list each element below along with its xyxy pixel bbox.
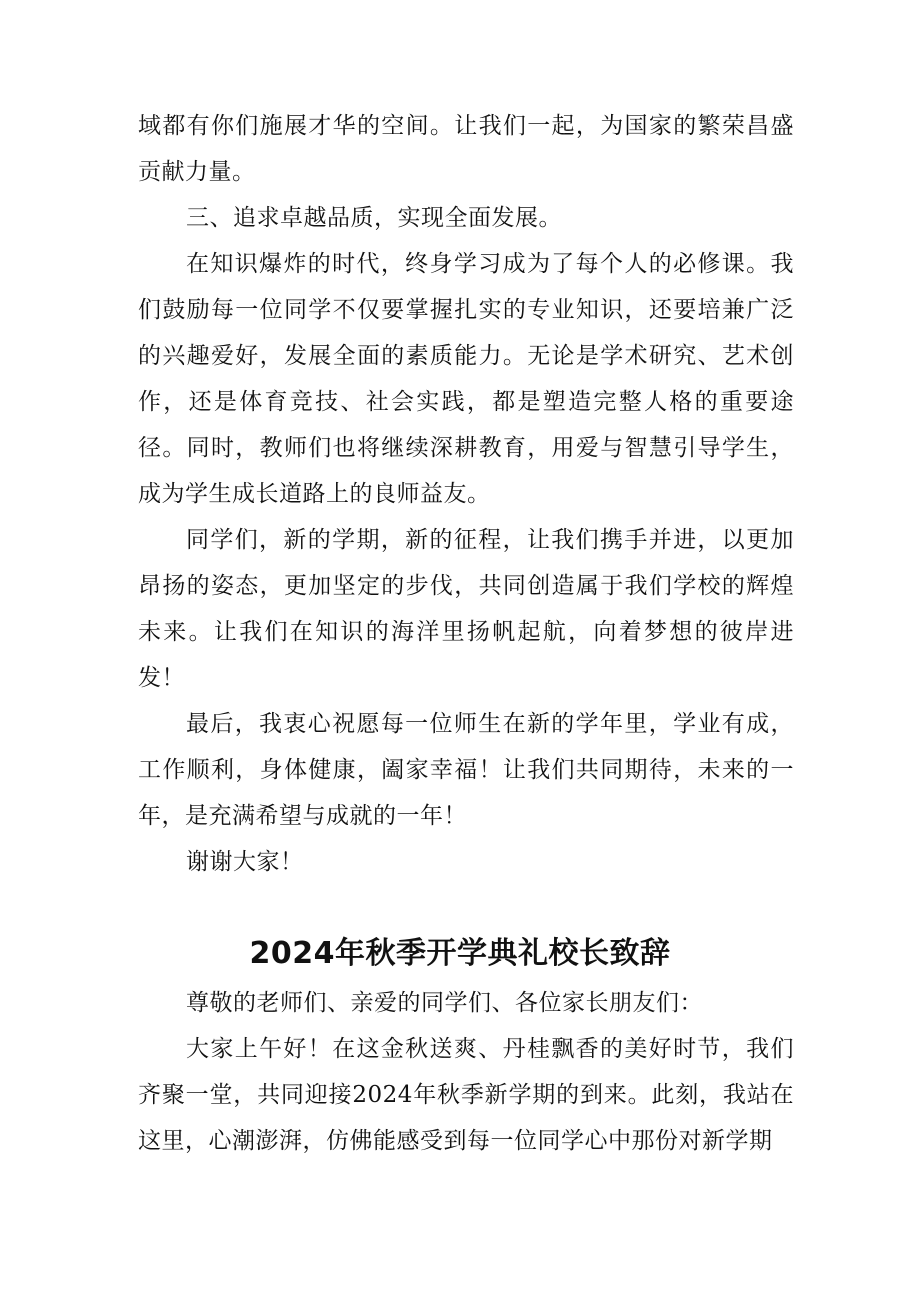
thanks-line: 谢谢大家！ (186, 849, 304, 875)
section-heading: 三、追求卓越品质，实现全面发展。 (186, 205, 562, 231)
opening-paragraph: 大家上午好！在这金秋送爽、丹桂飘香的美好时节，我们齐聚一堂，共同迎接2024年秋季新学期的到来。此刻，我站在这里，心潮澎湃，仿佛能感受到每一位同学心中那份对新学期 (138, 1036, 794, 1154)
wishes-paragraph: 最后，我衷心祝愿每一位师生在新的学年里，学业有成，工作顺利，身体健康，阖家幸福！让我们共同期待，未来的一年，是充满希望与成就的一年！ (138, 711, 794, 829)
journey-paragraph: 同学们，新的学期，新的征程，让我们携手并进，以更加昂扬的姿态，更加坚定的步伐，共同创造属于我们学校的辉煌未来。让我们在知识的海洋里扬帆起航，向着梦想的彼岸进发！ (138, 527, 794, 691)
previous-speech-section (138, 103, 794, 885)
new-speech-section (138, 980, 794, 1164)
learning-paragraph: 在知识爆炸的时代，终身学习成为了每个人的必修课。我们鼓励每一位同学不仅要掌握扎实的专业知识，还要培兼广泛的兴趣爱好，发展全面的素质能力。无论是学术研究、艺术创作，还是体育竞技、社会实践，都是塑造完整人格的重要途径。同时，教师们也将继续深耕教育，用爱与智慧引导学生，成为学生成长道路上的良师益友。 (138, 251, 794, 507)
speech-title: 2024年秋季开学典礼校长致辞 (249, 936, 671, 971)
continuation-paragraph: 域都有你们施展才华的空间。让我们一起，为国家的繁荣昌盛贡献力量。 (138, 113, 794, 185)
salutation-line: 尊敬的老师们、亲爱的同学们、各位家长朋友们： (186, 990, 703, 1016)
